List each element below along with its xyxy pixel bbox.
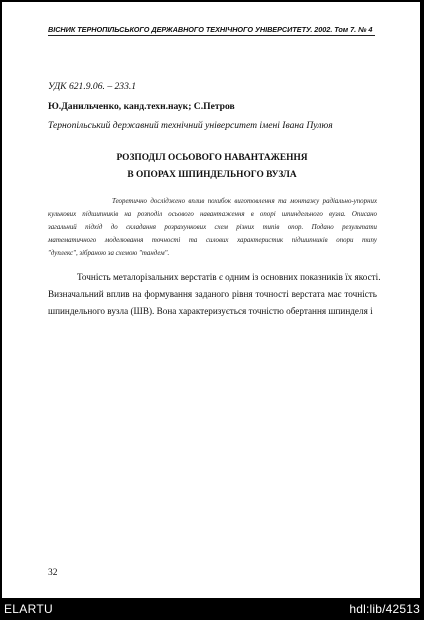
abstract-line: "дуплекс", зібраною за схемою "тандем". xyxy=(48,250,170,257)
page-number: 32 xyxy=(48,568,58,578)
authors: Ю.Данильченко, канд.техн.наук; С.Петров xyxy=(48,101,235,112)
abstract-line: загальний підхід до складання розрахункових схем різних типів опор. Подано результати xyxy=(48,224,377,231)
document-page xyxy=(2,2,420,598)
journal-header: ВІСНИК ТЕРНОПІЛЬСЬКОГО ДЕРЖАВНОГО ТЕХНІЧНОГО УНІВЕРСИТЕТУ. 2002. Том 7. № 4 xyxy=(48,25,373,34)
article-title-line: РОЗПОДІЛ ОСЬОВОГО НАВАНТАЖЕННЯ xyxy=(116,153,308,163)
footer-repository-label: ELARTU xyxy=(4,602,53,616)
footer-handle: hdl:lib/42513 xyxy=(349,602,420,616)
body-text-line: шпиндельного вузла (ШВ). Вона характеризується точністю обертання шпинделя і xyxy=(48,306,373,316)
abstract-line: кулькових підшипників на розподіл осьового навантаження в опорі шпиндельного вузла. Описано xyxy=(48,211,377,218)
affiliation: Тернопільський державний технічний університет імені Івана Пулюя xyxy=(48,120,333,131)
udk-code: УДК 621.9.06. – 233.1 xyxy=(48,81,137,92)
abstract-line: Теоретично досліджено вплив похибок виготовлення та монтажу радіально-упорних xyxy=(112,198,377,205)
body-text-line: Визначальний вплив на формування заданого рівня точності верстата має точність xyxy=(48,289,377,299)
article-title-line: В ОПОРАХ ШПИНДЕЛЬНОГО ВУЗЛА xyxy=(127,170,297,180)
header-rule xyxy=(48,35,375,36)
body-text-line: Точність металорізальних верстатів є одним із основних показників їх якості. xyxy=(77,272,381,282)
abstract-line: математичного моделювання точності та силових характеристик підшипників опори типу xyxy=(48,237,377,244)
